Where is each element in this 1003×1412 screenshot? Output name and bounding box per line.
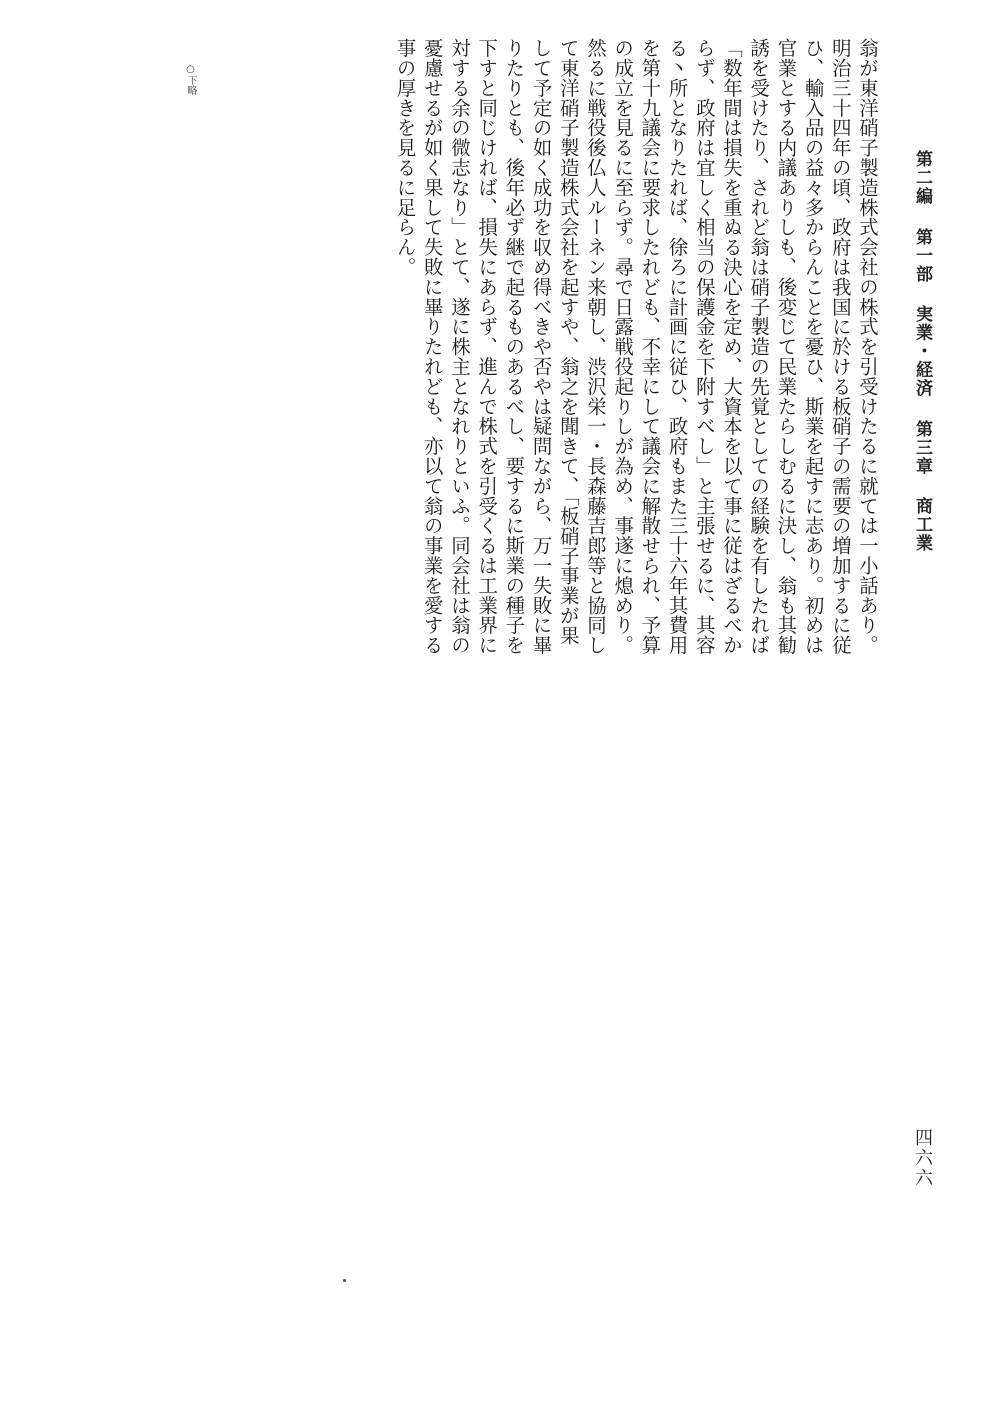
text-line: ひ、輸入品の益々多からんことを憂ひ、斯業を起すに志あり。初めは (801, 38, 825, 655)
text-line: 「数年間は損失を重ぬる決心を定め、大資本を以て事に従はざるべか (719, 38, 743, 655)
body-text (391, 38, 881, 655)
running-header (910, 150, 935, 553)
scan-speck (343, 1279, 346, 1282)
text-line: 誘を受けたり、されど翁は硝子製造の先覚としての経験を有したれば (747, 38, 771, 655)
text-line: を第十九議会に要求したれども、不幸にして議会に解散せられ、予算 (638, 38, 662, 655)
header-topic: 実業・経済 (912, 305, 932, 398)
header-chapter: 第三章 (912, 419, 932, 475)
text-line: 対する余の微志なり」とて、遂に株主となれりといふ。同会社は翁の (447, 38, 471, 655)
text-line: して予定の如く成功を収め得べきや否やは疑問ながら、万一失敗に畢 (529, 38, 553, 655)
text-line: る丶所となりたれば、徐ろに計画に従ひ、政府もまた三十六年其費用 (665, 38, 689, 655)
text-line: らず、政府は宜しく相当の保護金を下附すべし」と主張せるに、其容 (692, 38, 716, 655)
text-line: 明治三十四年の頃、政府は我国に於ける板硝子の需要の増加するに従 (828, 38, 852, 655)
text-line: て東洋硝子製造株式会社を起すや、翁之を聞きて、「板硝子事業が果 (556, 38, 580, 646)
text-line: りたりとも、後年必ず継で起るものあるべし、要するに斯業の種子を (502, 38, 526, 655)
text-line: 事の厚きを見るに足らん。 (393, 38, 417, 277)
text-line: 下すと同じければ、損失にあらず、進んで株式を引受くるは工業界に (475, 38, 499, 655)
text-line: 然るに戦役後仏人ルーネン来朝し、渋沢栄一・長森藤吉郎等と協同し (583, 38, 607, 655)
text-line: 憂慮せるが如く果して失敗に畢りたれども、亦以て翁の事業を愛する (420, 38, 444, 655)
header-section: 第一部 (912, 227, 932, 283)
page-number: 四六六 (912, 1128, 933, 1188)
text-line: 官業とする内議ありしも、後変じて民業たらしむるに決し、翁も其勧 (774, 38, 798, 655)
header-chapter-title: 商工業 (912, 497, 932, 553)
text-line: の成立を見るに至らず。尋で日露戦役起りしが為め、事遂に熄めり。 (611, 38, 635, 655)
footnote: ○下略 (185, 64, 196, 95)
header-part: 第二編 (912, 150, 932, 206)
text-line: 翁が東洋硝子製造株式会社の株式を引受けたるに就ては一小話あり。 (856, 38, 879, 655)
